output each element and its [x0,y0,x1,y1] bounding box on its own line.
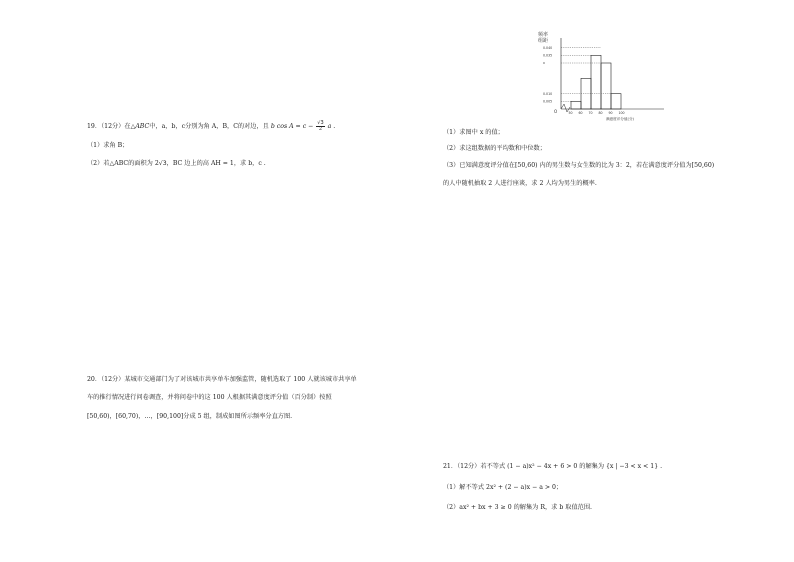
x-tick-label-70: 70 [588,111,593,115]
histogram-bar-1 [571,101,581,109]
q19-triangle-name: ABC [135,123,150,130]
q19-prefix: 19．（12分）在△ [87,123,136,130]
q21-header: 21．（12分）若不等式 (1 − a)x² − 4x + 6 > 0 的解集为 {x | −3 < x < 1} . [443,463,663,470]
x-tick-label-100: 100 [618,111,625,115]
y-tick-label-3: x [543,61,545,66]
q19-part1: （1）求角 B； [87,142,129,149]
q19-fraction [316,121,324,132]
histogram-bar-5 [611,94,621,109]
x-axis-label: 满意度评分值(分) [606,117,634,121]
y-label-line1: 频率 [538,32,549,38]
x-tick-label-90: 90 [608,111,613,115]
q20-part3-a: （3）已知满意度评分值在[50,60) 内的男生数与女生数的比为 3：2，若在满意度评分值为[50,60) [443,162,715,169]
q20-line3: [50,60)，[60,70)，…，[90,100]分成 5 组，制成如图所示频率分直方图. [87,413,293,420]
q19-mid: 中，a，b，c分别为角 A，B，C的对边，且 [149,123,269,130]
q20-line2: 车的推行情况进行问卷调查，并将问卷中的这 100 人根据其满意度评分值（百分制）按照 [87,394,332,401]
q19-part2-sqrt: √3 [158,160,167,167]
origin-label: O [554,109,558,114]
q21-part1: （1）解不等式 2x² + (2 − a)x − a > 0； [443,484,563,491]
y-label-line2: 组距 [538,38,549,44]
q19-formula: b cos A = c − [270,123,314,130]
x-tick-label-60: 60 [578,111,583,115]
frequency-histogram [538,30,672,122]
histogram-bar-3 [591,55,601,109]
q19-frac-den: 2 [318,126,323,132]
q20-part1: （1）求图中 x 的值； [443,129,504,136]
q19-part2-a: （2）若△ABC的面积为 2 [87,160,159,167]
y-tick-label-1: 0.040 [543,45,553,50]
q20-part2: （2）求这组数据的平均数和中位数； [443,145,546,152]
histogram-svg [538,30,672,122]
q19-header [87,121,335,132]
q19-part2 [87,160,266,167]
x-tick-label-50: 50 [568,111,573,115]
q19-part2-b: ，BC 边上的高 AH = 1，求 b，c . [166,160,266,167]
q20-part3-b: 的人中随机抽取 2 人进行座谈，求 2 人均为男生的概率. [443,180,597,187]
q19-tail: a . [327,123,336,130]
x-tick-label-80: 80 [598,111,603,115]
q20-line1: 20．（12分）某城市交通部门为了对该城市共享单车加强监管，随机选取了 100 人就该城市共享单 [87,376,357,383]
y-tick-label-4: 0.010 [543,91,553,96]
y-tick-label-2: 0.035 [543,53,553,58]
y-tick-label-5: 0.005 [543,99,553,104]
histogram-bar-4 [601,63,611,109]
q21-part2: （2）ax² + bx + 3 ≥ 0 的解集为 R，求 b 取值范围. [443,504,592,511]
q19-frac-num: √3 [317,120,324,126]
